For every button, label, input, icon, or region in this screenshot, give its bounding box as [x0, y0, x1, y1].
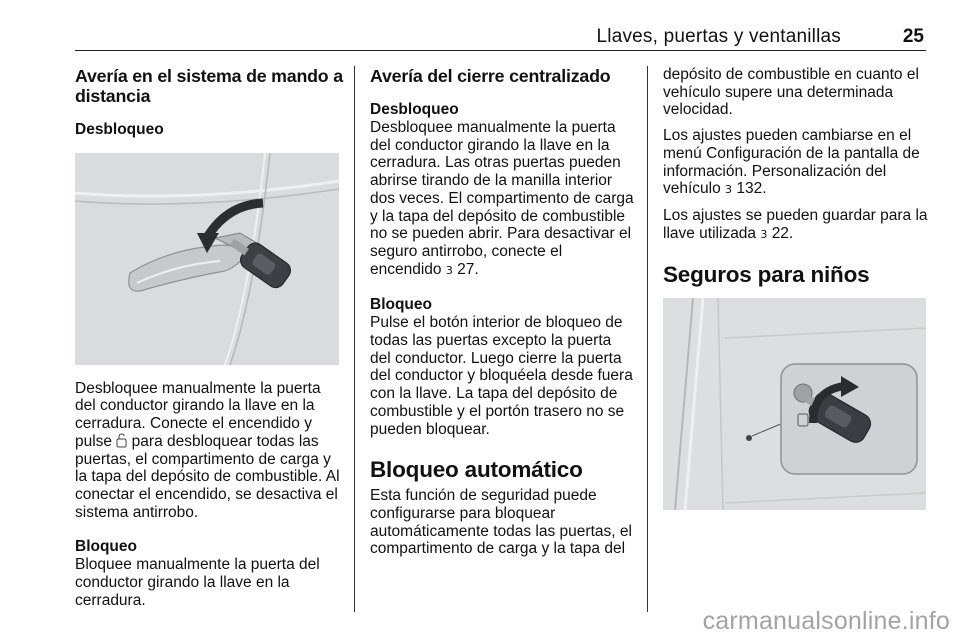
- section-heading: Avería en el sistema de mando a distancia: [75, 66, 343, 106]
- child-lock-illustration: [663, 298, 926, 510]
- subheading-unlock: Desbloqueo: [75, 121, 164, 138]
- page-reference: 132.: [736, 180, 767, 198]
- subheading-lock: Bloqueo: [75, 538, 137, 556]
- paragraph: [663, 127, 928, 199]
- door-handle-key-illustration: [75, 153, 339, 365]
- section-heading: Avería del cierre centralizado: [370, 66, 611, 86]
- subheading-lock: Bloqueo: [370, 296, 432, 314]
- page-reference: 27.: [457, 260, 479, 278]
- column-divider: [354, 66, 355, 612]
- unlock-button-icon: [116, 433, 127, 448]
- page-reference-arrow: 3: [725, 183, 733, 197]
- paragraph: [370, 119, 634, 279]
- page-header: [75, 24, 926, 51]
- paragraph-text: para desbloquear todas las puertas, el compartimento de carga y la tapa del depósito de combustible. Al conectar el encendido, se desactiva el sistema antirrobo.: [75, 432, 340, 521]
- section-heading-auto-lock: Bloqueo automático: [370, 457, 583, 483]
- section-heading-child-locks: Seguros para niños: [663, 262, 870, 288]
- page-reference: 22.: [771, 224, 794, 242]
- paragraph: depósito de combustible en cuanto el vehículo supere una determinada velocidad.: [663, 66, 919, 119]
- watermark: carmanualsonline.info: [702, 607, 950, 635]
- page-title: Llaves, puertas y ventanillas: [596, 26, 841, 47]
- column-2: [370, 66, 634, 558]
- page-number: 25: [902, 26, 924, 47]
- page-reference-arrow: 3: [760, 227, 768, 241]
- paragraph-text: Los ajustes pueden cambiarse en el menú Configuración de la pantalla de información. Personalización del vehículo: [663, 127, 920, 198]
- paragraph: Bloquee manualmente la puerta del conductor girando la llave en la cerradura.: [75, 556, 320, 609]
- page-reference-arrow: 3: [445, 263, 453, 277]
- subheading-unlock: Desbloqueo: [370, 101, 459, 118]
- column-1: [75, 66, 343, 609]
- column-divider: [647, 66, 648, 612]
- paragraph: [75, 380, 343, 522]
- column-3: [663, 66, 928, 515]
- paragraph-text: Desbloquee manualmente la puerta del conductor girando la llave en la cerradura. Conecte el encendido y pulse: [75, 379, 321, 450]
- paragraph: [663, 207, 928, 243]
- paragraph: Esta función de seguridad puede configurarse para bloquear automáticamente todas las puertas, el compartimento de carga y la tapa del: [370, 487, 632, 558]
- paragraph: Pulse el botón interior de bloqueo de todas las puertas excepto la puerta del conductor. Luego cierre la puerta del conductor y bloquéela desde fuera con la llave. La tapa del depósito de combustible y el portón trasero no se pueden bloquear.: [370, 314, 633, 438]
- paragraph-text: Los ajustes se pueden guardar para la llave utilizada: [663, 206, 928, 242]
- paragraph-text: Desbloquee manualmente la puerta del conductor girando la llave en la cerradura. Las otras puertas pueden abrirse tirando de la manilla interior dos veces. El compartimento de carga y la tapa del depósito de combustible no se pueden abrir. Para desactivar el seguro antirrobo, conecte el encendido: [370, 119, 634, 278]
